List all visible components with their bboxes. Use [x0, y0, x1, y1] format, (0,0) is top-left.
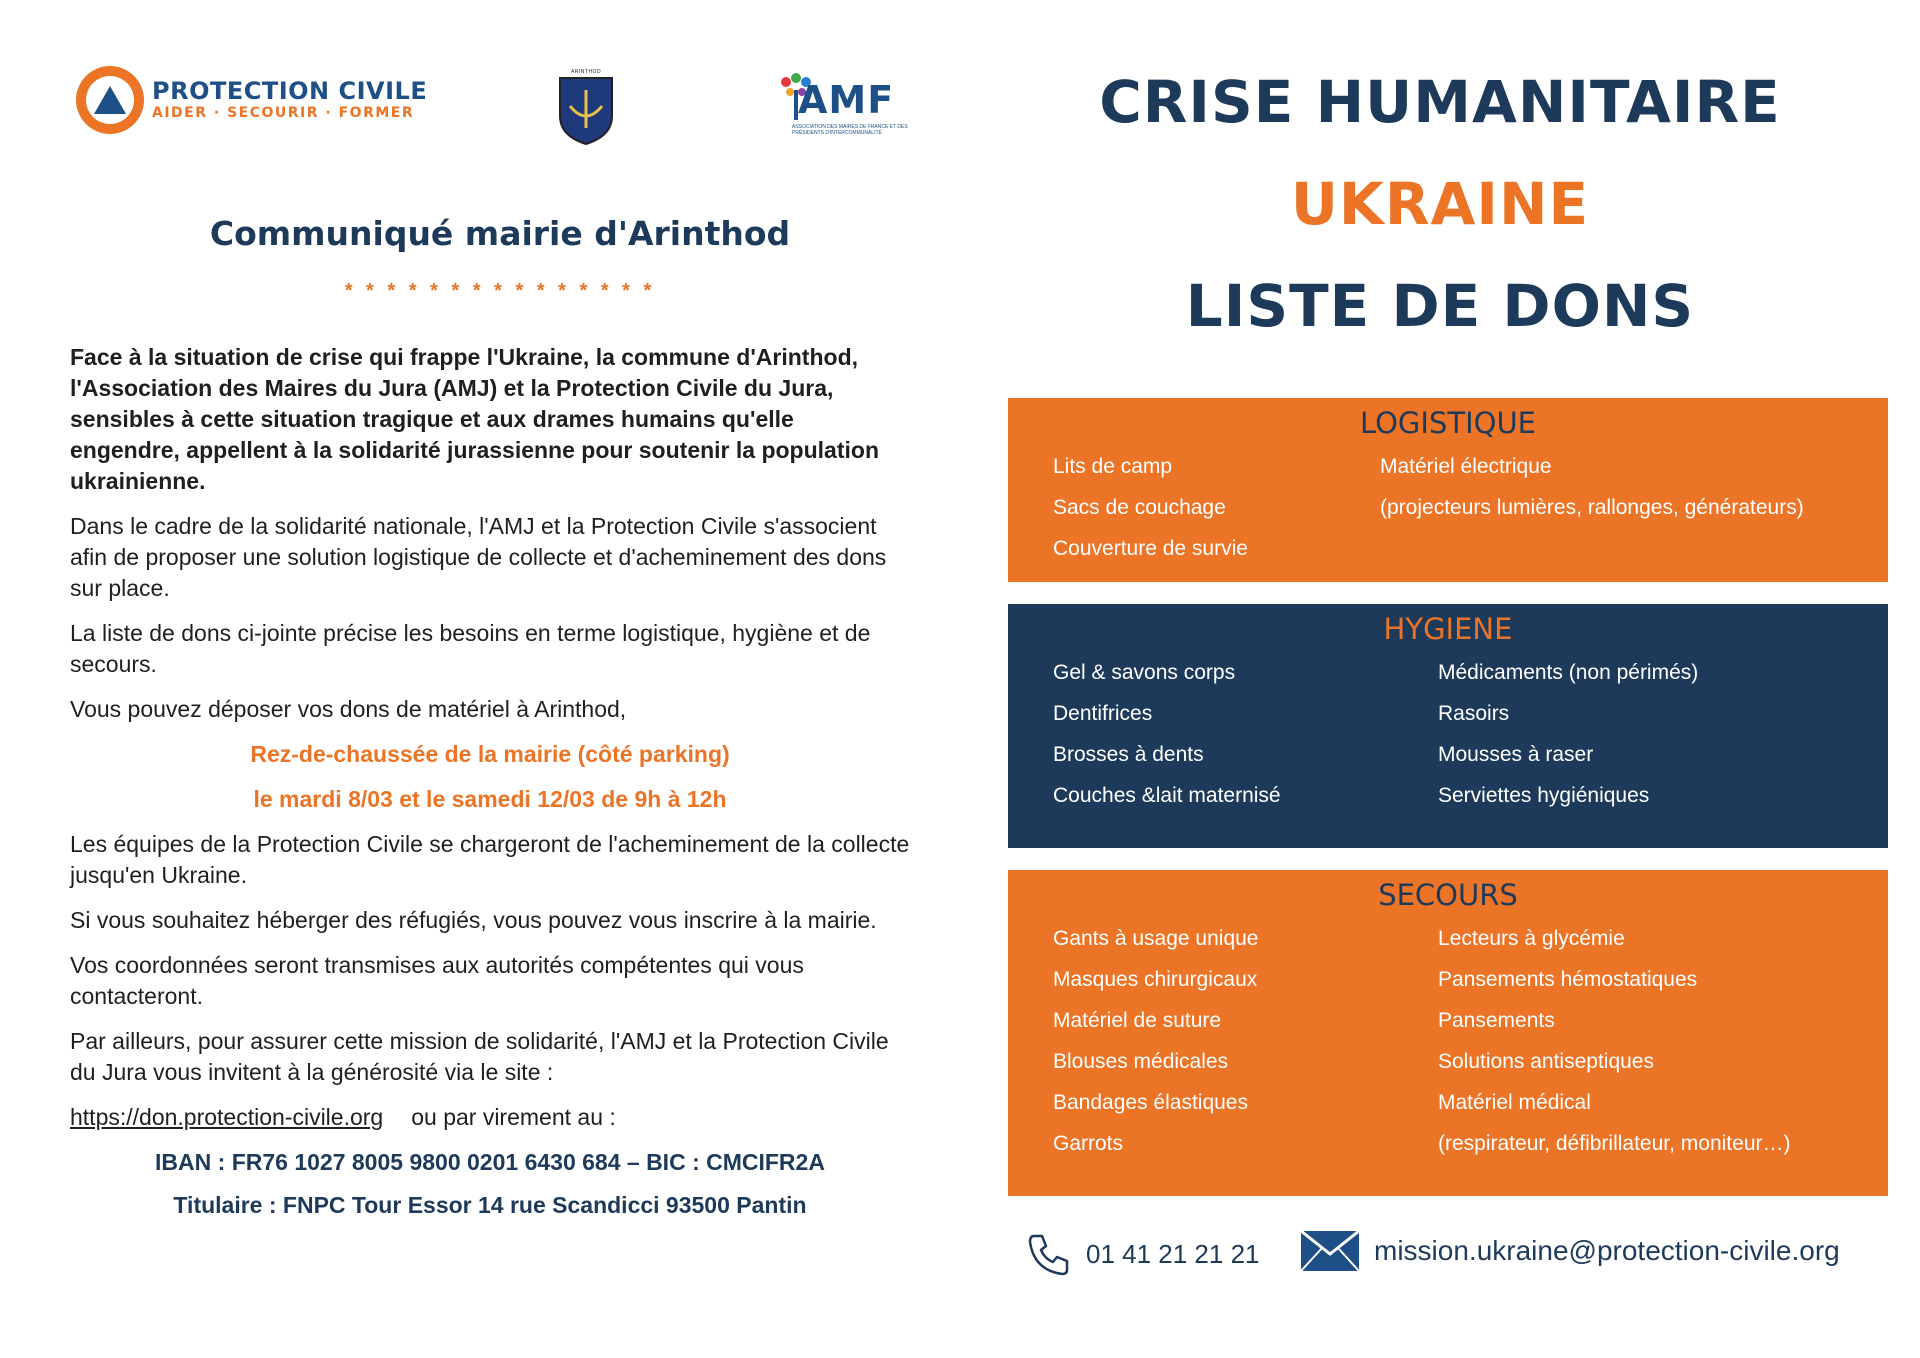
phone-icon: [1024, 1230, 1072, 1278]
list-item: Blouses médicales: [1053, 1050, 1229, 1073]
protection-civile-emblem-icon: [76, 66, 144, 134]
list-item: Couches &lait maternisé: [1053, 784, 1281, 807]
amf-name: AMF: [798, 78, 895, 122]
list-item: Brosses à dents: [1053, 743, 1204, 766]
list-item: Gel & savons corps: [1053, 661, 1236, 684]
protection-civile-name: PROTECTION CIVILE: [152, 77, 428, 105]
decorative-stars: * * * * * * * * * * * * * * *: [344, 280, 656, 302]
secours-title: SECOURS: [1378, 878, 1518, 912]
title-liste-dons: LISTE DE DONS: [1185, 272, 1695, 340]
coat-of-arms-icon: [556, 76, 616, 146]
list-item: (projecteurs lumières, rallonges, générateurs): [1380, 496, 1804, 519]
list-item: Serviettes hygiéniques: [1438, 784, 1650, 807]
drop-off-dates: le mardi 8/03 et le samedi 12/03 de 9h à 12h: [253, 786, 727, 812]
paragraph-liste-dons: La liste de dons ci-jointe précise les besoins en terme logistique, hygiène et de secours.: [70, 620, 871, 677]
hygiene-title: HYGIENE: [1383, 612, 1513, 646]
logo-bar: [70, 60, 930, 160]
logistique-title: LOGISTIQUE: [1359, 406, 1537, 440]
list-item: Matériel de suture: [1053, 1009, 1222, 1032]
envelope-icon: [1300, 1230, 1360, 1272]
list-item: Lecteurs à glycémie: [1438, 927, 1625, 950]
list-item: Lits de camp: [1053, 455, 1173, 478]
crest-label: ARINTHOD: [570, 69, 602, 75]
paragraph-coordonnees: Vos coordonnées seront transmises aux autorités compétentes qui vous contacteront.: [70, 952, 804, 1009]
drop-off-location: Rez-de-chaussée de la mairie (côté parking): [250, 741, 730, 767]
amf-subtitle: ASSOCIATION DES MAIRES DE FRANCE ET DES PRÉSIDENTS D'INTERCOMMUNALITÉ: [792, 124, 908, 136]
communique-body: [70, 342, 910, 1233]
transfer-label: ou par virement au :: [411, 1104, 616, 1130]
list-item: Sacs de couchage: [1053, 496, 1226, 519]
list-item: Garrots: [1053, 1132, 1124, 1155]
list-item: Solutions antiseptiques: [1438, 1050, 1654, 1073]
list-item: Bandages élastiques: [1053, 1091, 1248, 1114]
paragraph-solidarite: Dans le cadre de la solidarité nationale, l'AMJ et la Protection Civile s'associent afin de proposer une solution logistique de collecte et d'acheminement des dons sur place.: [70, 513, 887, 601]
secours-box: [1008, 870, 1888, 1196]
list-item: Couverture de survie: [1053, 537, 1248, 560]
list-item: Matériel électrique: [1380, 455, 1552, 478]
protection-civile-logo: [76, 66, 427, 134]
donation-link[interactable]: https://don.protection-civile.org: [70, 1104, 384, 1130]
list-item: Gants à usage unique: [1053, 927, 1259, 950]
protection-civile-tagline: AIDER · SECOURIR · FORMER: [152, 105, 415, 121]
iban-line: IBAN : FR76 1027 8005 9800 0201 6430 684 – BIC : CMCIFR2A: [155, 1149, 825, 1175]
amf-logo: [778, 68, 918, 148]
lead-paragraph: Face à la situation de crise qui frappe l'Ukraine, la commune d'Arinthod, l'Association des Maires du Jura (AMJ) et la Protection Civile du Jura, sensibles à cette situation tragique et aux drames humains qu'elle engendre, appellent à la solidarité jurassienne pour soutenir la population ukrainienne.: [70, 344, 879, 494]
list-item: (respirateur, défibrillateur, moniteur…): [1438, 1132, 1791, 1155]
arinthod-crest-logo: [556, 68, 616, 148]
logistique-box: [1008, 398, 1888, 582]
communique-title: Communiqué mairie d'Arinthod: [209, 214, 791, 253]
hygiene-box: [1008, 604, 1888, 848]
list-item: Mousses à raser: [1438, 743, 1594, 766]
phone-contact: [1024, 1230, 1260, 1278]
paragraph-generosite: Par ailleurs, pour assurer cette mission de solidarité, l'AMJ et la Protection Civile du Jura vous invitent à la générosité via le site :: [70, 1028, 889, 1085]
phone-number: 01 41 21 21 21: [1086, 1238, 1260, 1269]
donation-link-row: [70, 1102, 910, 1133]
list-item: Matériel médical: [1438, 1091, 1591, 1114]
list-item: Masques chirurgicaux: [1053, 968, 1258, 991]
email-address: mission.ukraine@protection-civile.org: [1374, 1235, 1840, 1266]
list-item: Pansements: [1438, 1009, 1555, 1032]
list-item: Dentifrices: [1053, 702, 1153, 725]
list-item: Rasoirs: [1438, 702, 1510, 725]
paragraph-hebergement: Si vous souhaitez héberger des réfugiés, vous pouvez vous inscrire à la mairie.: [70, 907, 877, 933]
email-contact: [1300, 1230, 1840, 1272]
account-holder-line: Titulaire : FNPC Tour Essor 14 rue Scandicci 93500 Pantin: [173, 1192, 807, 1218]
paragraph-acheminement: Les équipes de la Protection Civile se chargeront de l'acheminement de la collecte jusqu'en Ukraine.: [70, 831, 910, 888]
list-item: Pansements hémostatiques: [1438, 968, 1698, 991]
title-ukraine: UKRAINE: [1290, 170, 1590, 238]
list-item: Médicaments (non périmés): [1438, 661, 1699, 684]
paragraph-depot: Vous pouvez déposer vos dons de matériel à Arinthod,: [70, 696, 627, 722]
title-crise-humanitaire: CRISE HUMANITAIRE: [1099, 68, 1781, 136]
